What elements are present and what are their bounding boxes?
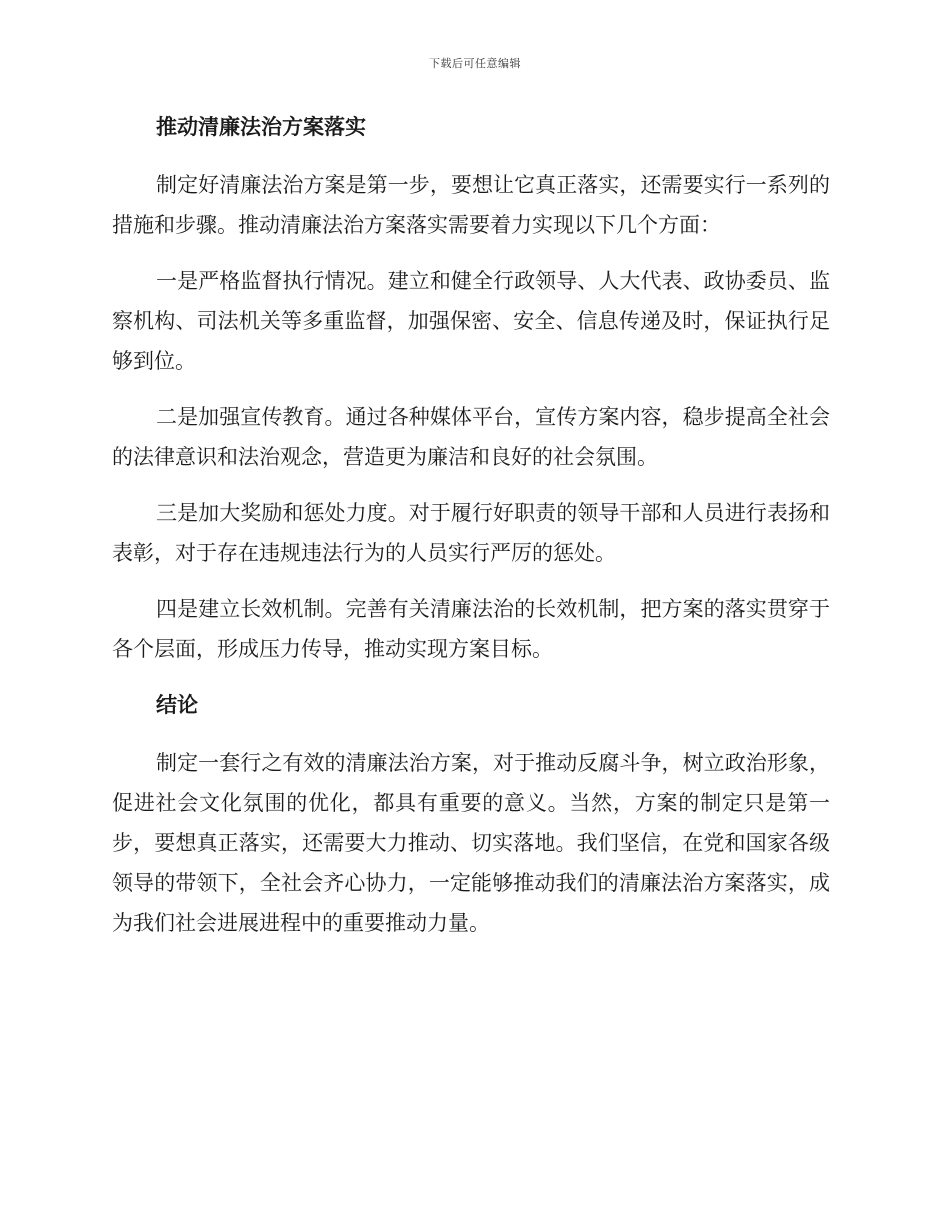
paragraph-supervision: 一是严格监督执行情况。建立和健全行政领导、人大代表、政协委员、监察机构、司法机关等多重监督，加强保密、安全、信息传递及时，保证执行足够到位。 — [112, 269, 830, 373]
paragraph-intro: 制定好清廉法治方案是第一步，要想让它真正落实，还需要实行一系列的措施和步骤。推动清廉法治方案落实需要着力实现以下几个方面： — [112, 173, 830, 237]
section-heading-implementation: 推动清廉法治方案落实 — [156, 115, 366, 139]
page-header: 下载后可任意编辑 — [429, 57, 521, 70]
paragraph-publicity: 二是加强宣传教育。通过各种媒体平台，宣传方案内容，稳步提高全社会的法律意识和法治观念，营造更为廉洁和良好的社会氛围。 — [112, 405, 830, 469]
paragraph-rewards: 三是加大奖励和惩处力度。对于履行好职责的领导干部和人员进行表扬和表彰，对于存在违规违法行为的人员实行严厉的惩处。 — [112, 501, 830, 565]
section-heading-conclusion: 结论 — [156, 693, 198, 717]
paragraph-conclusion: 制定一套行之有效的清廉法治方案，对于推动反腐斗争，树立政治形象，促进社会文化氛围的优化，都具有重要的意义。当然，方案的制定只是第一步，要想真正落实，还需要大力推动、切实落地。我们坚信，在党和国家各级领导的带领下，全社会齐心协力，一定能够推动我们的清廉法治方案落实，成为我们社会进展进程中的重要推动力量。 — [112, 751, 830, 935]
document-body — [112, 107, 830, 943]
paragraph-mechanism: 四是建立长效机制。完善有关清廉法治的长效机制，把方案的落实贯穿于各个层面，形成压力传导，推动实现方案目标。 — [112, 597, 830, 661]
